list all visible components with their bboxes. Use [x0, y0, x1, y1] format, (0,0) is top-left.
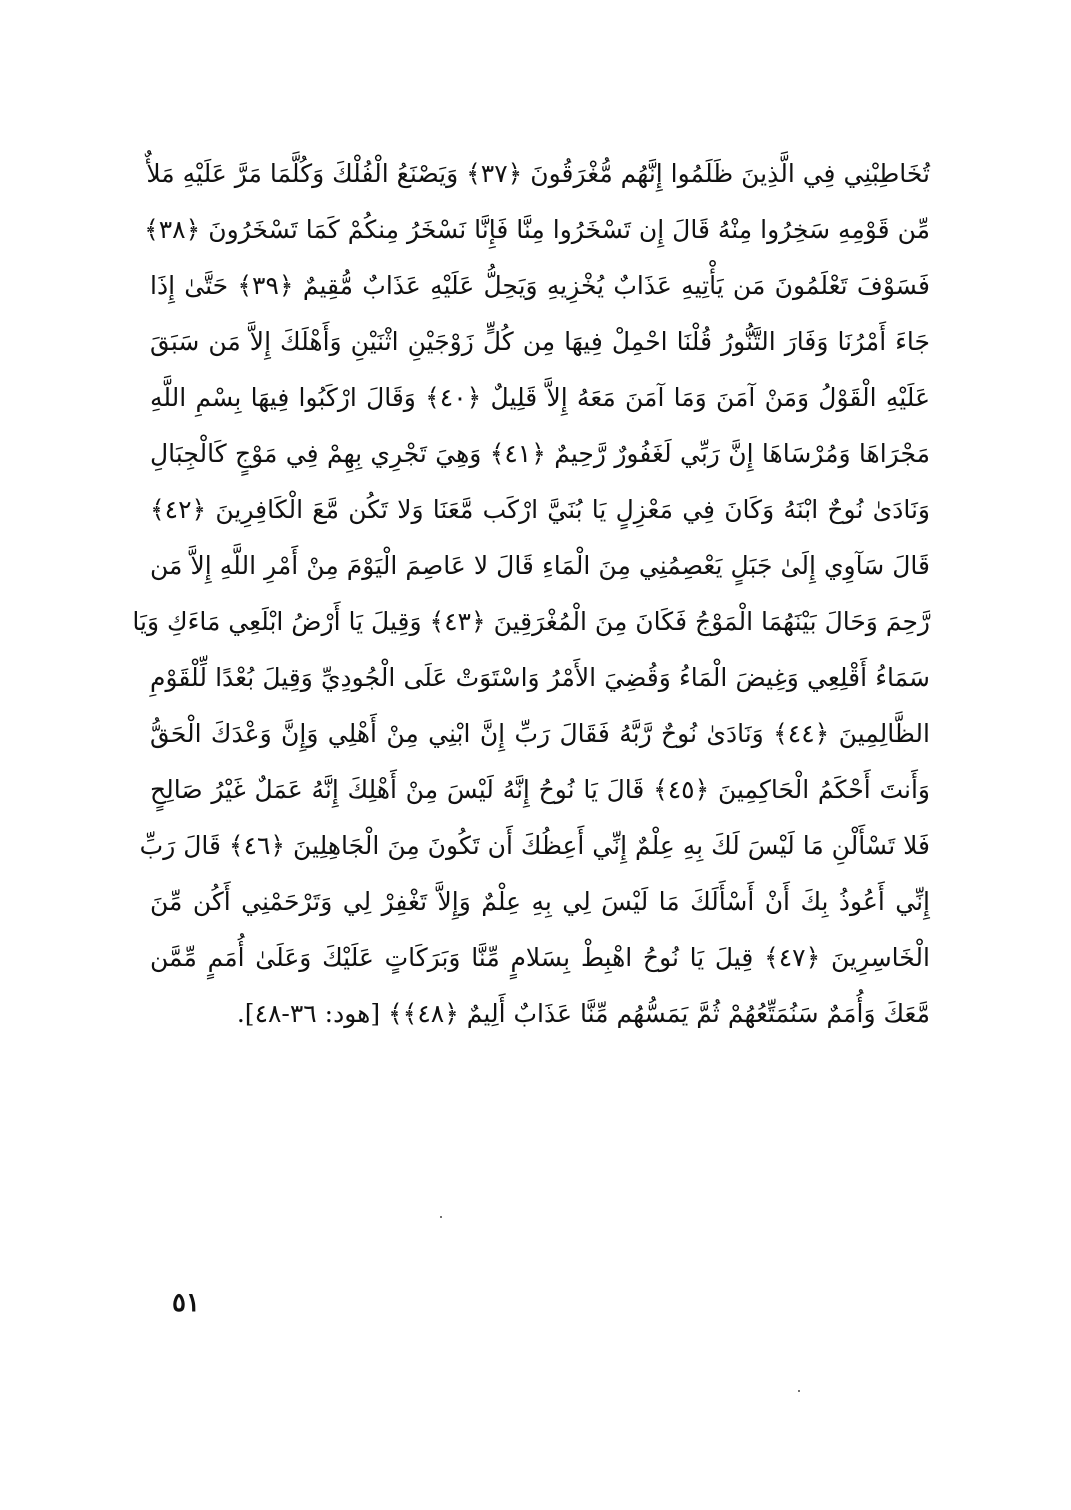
text-line-10: سَمَاءُ أَقْلِعِي وَغِيضَ الْمَاءُ وَقُضِيَ الأَمْرُ وَاسْتَوَتْ عَلَى الْجُودِيِّ وَقِيلَ بُعْدًا لِّلْقَوْمِ [150, 663, 930, 692]
text-line-13: فَلا تَسْأَلْنِ مَا لَيْسَ لَكَ بِهِ عِلْمٌ إِنِّي أَعِظُكَ أَن تَكُونَ مِنَ الْجَاهِلِينَ ﴿٤٦﴾ قَالَ رَبِّ [139, 831, 930, 860]
text-line-14: إِنِّي أَعُوذُ بِكَ أَنْ أَسْأَلَكَ مَا لَيْسَ لِي بِهِ عِلْمٌ وَإِلاَّ تَغْفِرْ لِي وَتَرْحَمْنِي أَكُن مِّنَ [150, 887, 930, 916]
scan-speck [440, 1216, 442, 1218]
text-line-3: فَسَوْفَ تَعْلَمُونَ مَن يَأْتِيهِ عَذَابٌ يُخْزِيهِ وَيَحِلُّ عَلَيْهِ عَذَابٌ مُّقِيمٌ ﴿٣٩﴾ حَتَّىٰ إِذَا [150, 271, 930, 300]
scan-speck [798, 1390, 800, 1392]
text-line-4: جَاءَ أَمْرُنَا وَفَارَ التَّنُّورُ قُلْنَا احْمِلْ فِيهَا مِن كُلٍّ زَوْجَيْنِ اثْنَيْنِ وَأَهْلَكَ إِلاَّ مَن سَبَقَ [150, 327, 930, 356]
text-line-11: الظَّالِمِينَ ﴿٤٤﴾ وَنَادَىٰ نُوحٌ رَّبَّهُ فَقَالَ رَبِّ إِنَّ ابْنِي مِنْ أَهْلِي وَإِنَّ وَعْدَكَ الْحَقُّ [150, 719, 930, 748]
text-line-8: قَالَ سَآوِي إِلَىٰ جَبَلٍ يَعْصِمُنِي مِنَ الْمَاءِ قَالَ لا عَاصِمَ الْيَوْمَ مِنْ أَمْرِ اللَّهِ إِلاَّ مَن [150, 551, 930, 580]
text-line-15: الْخَاسِرِينَ ﴿٤٧﴾ قِيلَ يَا نُوحُ اهْبِطْ بِسَلامٍ مِّنَّا وَبَرَكَاتٍ عَلَيْكَ وَعَلَىٰ أُمَمٍ مِّمَّن [150, 943, 930, 972]
text-line-7: وَنَادَىٰ نُوحٌ ابْنَهُ وَكَانَ فِي مَعْزِلٍ يَا بُنَيَّ ارْكَب مَّعَنَا وَلا تَكُن مَّعَ الْكَافِرِينَ ﴿٤٢﴾ [150, 495, 930, 524]
text-line-9: رَّحِمَ وَحَالَ بَيْنَهُمَا الْمَوْجُ فَكَانَ مِنَ الْمُغْرَقِينَ ﴿٤٣﴾ وَقِيلَ يَا أَرْضُ ابْلَعِي مَاءَكِ وَيَا [132, 607, 930, 636]
page-number: ٥١ [172, 1288, 200, 1318]
text-line-16: مَّعَكَ وَأُمَمٌ سَنُمَتِّعُهُمْ ثُمَّ يَمَسُّهُم مِّنَّا عَذَابٌ أَلِيمٌ ﴿٤٨﴾﴾ [هود: ٣٦-٤٨]. [236, 999, 930, 1028]
quran-text-block [132, 146, 930, 1042]
text-line-6: مَجْرَاهَا وَمُرْسَاهَا إِنَّ رَبِّي لَغَفُورٌ رَّحِيمٌ ﴿٤١﴾ وَهِيَ تَجْرِي بِهِمْ فِي مَوْجٍ كَالْجِبَالِ [150, 439, 930, 468]
text-line-2: مِّن قَوْمِهِ سَخِرُوا مِنْهُ قَالَ إِن تَسْخَرُوا مِنَّا فَإِنَّا نَسْخَرُ مِنكُمْ كَمَا تَسْخَرُونَ ﴿٣٨﴾ [144, 215, 930, 244]
text-line-5: عَلَيْهِ الْقَوْلُ وَمَنْ آمَنَ وَمَا آمَنَ مَعَهُ إِلاَّ قَلِيلٌ ﴿٤٠﴾ وَقَالَ ارْكَبُوا فِيهَا بِسْمِ اللَّهِ [150, 383, 930, 412]
text-line-1: تُخَاطِبْنِي فِي الَّذِينَ ظَلَمُوا إِنَّهُم مُّغْرَقُونَ ﴿٣٧﴾ وَيَصْنَعُ الْفُلْكَ وَكُلَّمَا مَرَّ عَلَيْهِ مَلأٌ [146, 159, 930, 188]
text-line-12: وَأَنتَ أَحْكَمُ الْحَاكِمِينَ ﴿٤٥﴾ قَالَ يَا نُوحُ إِنَّهُ لَيْسَ مِنْ أَهْلِكَ إِنَّهُ عَمَلٌ غَيْرُ صَالِحٍ [150, 775, 930, 804]
